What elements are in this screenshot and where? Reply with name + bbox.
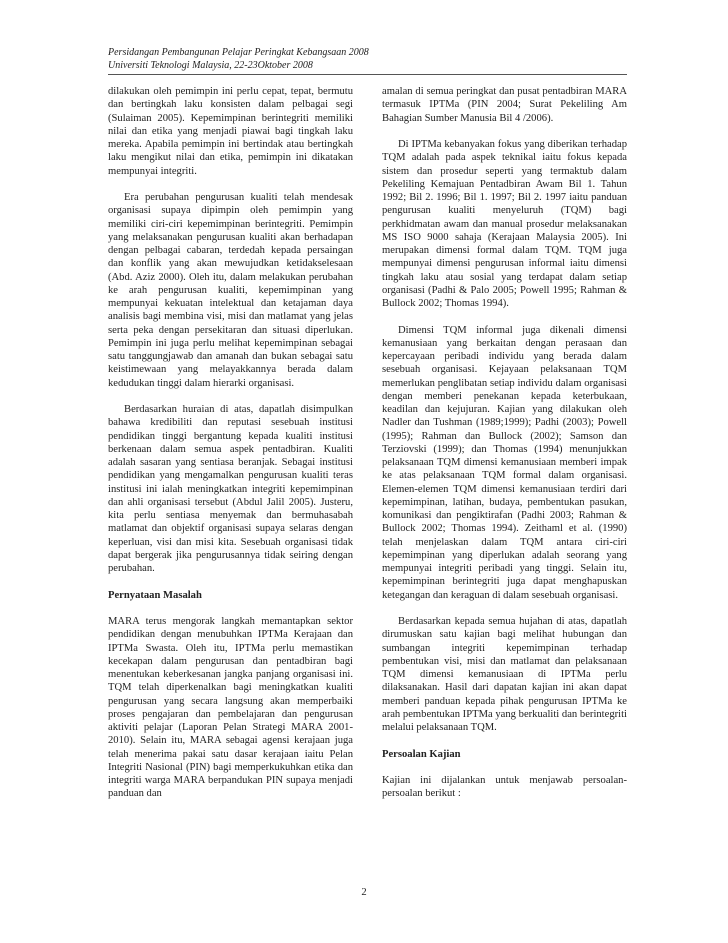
paragraph: MARA terus mengorak langkah memantapkan sektor pendidikan dengan menubuhkan IPTMa Kerajaan dan IPTMa Swasta. Oleh itu, IPTMa perlu memastikan kecekapan dalam pengurusan dan pentadbiran bagi menentukan keberkesanan jangka panjang organisasi ini. TQM telah diperkenalkan bagi meningkatkan kualiti pengurusan yang secara langsung akan memperbaiki proses pengajaran dan pembelajaran dan pengurusan aktiviti pelajar (Laporan Pelan Strategi MARA 2001-2010). Selain itu, MARA sebagai agensi kerajaan juga telah menerima pakai satu dasar kerajaan iaitu Pelan Integriti Nasional (PIN) bagi memperkukuhkan etika dan integriti warga MARA berpandukan PIN supaya menjadi panduan dan (108, 616, 353, 800)
section-heading-research-questions: Persoalan Kajian (382, 748, 461, 760)
paragraph: Dimensi TQM informal juga dikenali dimensi kemanusiaan yang berkaitan dengan perasaan dan kepercayaan peribadi individu yang berada dalam sesebuah organisasi. Kejayaan pelaksanaan TQM memerlukan penglibatan setiap individu dalam organisasi dengan memberi penekanan kepada keterbukaan, keadilan dan kejujuran. Kajian yang dilakukan oleh Nadler dan Tushman (1989;1999); Padhi (2003); Powell (1995); Rahman dan Bullock (2002); Samson dan Terziovski (1999); dan Thomas (1994) menunjukkan pelaksanaan TQM dimensi kemanusiaan memberi impak ke atas pelaksanaan TQM formal dalam organisasi. Elemen-elemen TQM dimensi kemanusiaan terdiri dari kepemimpinan, latihan, budaya, pembentukan pasukan, komunikasi dan pengiktirafan (Padhi 2003; Rahman & Bullock 2002; Thomas 1994). Zeithaml et al. (1990) telah menjelaskan dalam TQM antara ciri-ciri kepemimpinan yang diperlukan adalah seorang yang mempunyai integriti peribadi yang tinggi. Selain itu, kepemimpinan berintegriti juga dapat menghapuskan ketegangan dan keraguan di dalam sesebuah organisasi. (382, 324, 627, 601)
page-number: 2 (361, 887, 367, 898)
left-column (108, 85, 353, 814)
paragraph: Berdasarkan kepada semua hujahan di atas, dapatlah dirumuskan satu kajian bagi melihat hubungan dan sumbangan integriti kepemimpinan terhadap pembentukan visi, misi dan matlamat dan pelaksanaan TQM dimensi kemanusiaan di IPTMa perlu dilaksanakan. Hasil dari dapatan kajian ini akan dapat memberi panduan kepada pihak pengurusan IPTMa ke arah pembentukan IPTMa yang berkualiti dan berintegriti melalui pelaksanaan TQM. (382, 616, 627, 733)
header-divider (108, 74, 627, 75)
paragraph: amalan di semua peringkat dan pusat pentadbiran MARA termasuk IPTMa (PIN 2004; Surat Pekeliling Am Bahagian Sumber Manusia Bil 4 /2006). (382, 86, 627, 124)
section-heading-problem-statement: Pernyataan Masalah (108, 589, 202, 601)
header-conference-name: Persidangan Pembangunan Pelajar Peringkat Kebangsaan 2008 (108, 47, 369, 58)
paragraph: Di IPTMa kebanyakan fokus yang diberikan terhadap TQM adalah pada aspek teknikal iaitu fokus kepada sistem dan prosedur seperti yang termaktub dalam Pekeliling Kemajuan Pentadbiran Awam Bil 1. Tahun 1992; Bil 2. 1996; Bil 1. 1997; Bil 2. 1997 iaitu panduan pengurusan kualiti menyeluruh (TQM) bagi perkhidmatan awam dan manual prosedur melaksanakan MS ISO 9000 sahaja (Kerajaan Malaysia 2005). Ini merupakan dimensi formal dalam TQM. TQM juga mempunyai dimensi pengurusan informal iaitu dimensi tingkah laku atau sosial yang terdapat dalam setiap organisasi (Padhi & Palo 2005; Powell 1995; Rahman & Bullock 2002; Thomas 1994). (382, 139, 627, 309)
paragraph: Berdasarkan huraian di atas, dapatlah disimpulkan bahawa kredibiliti dan reputasi sesebuah institusi pendidikan tinggi bergantung kepada kualiti institusi berkenaan dalam semua aspek pentadbiran. Kualiti adalah sasaran yang sentiasa beranjak. Sebagai institusi pendidikan yang mengamalkan pengurusan kualiti teras institusi ini ialah meningkatkan integriti kepemimpinan dan ahli organisasi tersebut (Abdul Jalil 2005). Justeru, kita perlu sentiasa menyemak dan bermuhasabah matlamat dan objektif organisasi supaya selaras dengan keperluan, visi dan misi kita. Sesebuah organisasi tidak dapat bergerak jika pengurusannya tidak seiring dengan perubahan. (108, 404, 353, 574)
paragraph: Kajian ini dijalankan untuk menjawab persoalan-persoalan berikut : (382, 775, 627, 800)
paragraph: Era perubahan pengurusan kualiti telah mendesak organisasi supaya dipimpin oleh pemimpin yang memiliki ciri-ciri kepemimpinan berintegriti. Pemimpin yang melaksanakan pengurusan kualiti akan berhadapan dengan pelbagai cabaran, terdedah kepada persaingan dan konflik yang akan mewujudkan ketidakselesaan (Abd. Aziz 2000). Oleh itu, dalam melakukan perubahan ke arah pengurusan kualiti, kepemimpinan yang mempunyai kekuatan intelektual dan ketajaman daya analisis bagi membina visi, misi dan matlamat yang jelas serta peka dengan persekitaran dan situasi diperlukan. Pemimpin ini juga perlu melihat kepemimpinan sebagai satu tanggungjawab dan amanah dan bukan sebagai satu keistimewaan yang melayakkannya berada dalam kedudukan tinggi dalam hierarki organisasi. (108, 192, 353, 389)
running-header (108, 46, 628, 72)
right-column (382, 85, 627, 814)
header-venue-date: Universiti Teknologi Malaysia, 22-23Oktober 2008 (108, 60, 313, 71)
paragraph: dilakukan oleh pemimpin ini perlu cepat, tepat, bermutu dan bertingkah laku konsisten dalam pelbagai segi (Sulaiman 2005). Kepemimpinan berintegriti memiliki nilai dan etika yang menjadi piawai bagi tingkah laku mereka. Apabila pemimpin ini bertindak atau bertingkah laku mengikut nilai dan etika, pemimpin ini dikatakan mempunyai integriti. (108, 86, 353, 177)
